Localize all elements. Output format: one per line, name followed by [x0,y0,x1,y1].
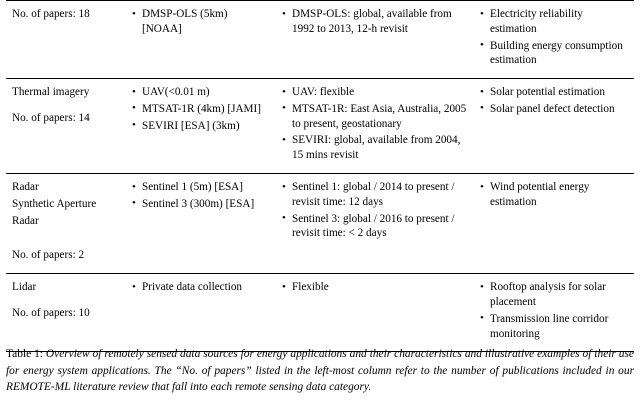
list-item: • Sentinel 1 (5m) [ESA] [132,180,270,195]
list-item: • Solar potential estimation [480,85,628,100]
list-item: • Electricity reliability estimation [480,7,628,37]
cell-data-source [6,174,126,274]
list-item: • Flexible [282,280,468,295]
source-line: No. of papers: 10 [12,306,90,319]
list-item: • SEVIRI [ESA] (3km) [132,119,270,134]
source-line: Synthetic Aperture [12,197,97,210]
characteristics-list [282,280,468,295]
sensor-list [132,7,270,37]
spacer [12,230,120,239]
applications-list [480,85,628,117]
list-item: • Sentinel 1: global / 2014 to present / revisit time: 12 days [282,180,468,210]
sensor-list [132,280,270,295]
cell-data-source [6,1,126,79]
applications-list [480,280,628,341]
spacer [12,297,120,306]
cell-data-source [6,274,126,352]
list-item: • MTSAT-1R (4km) [JAMI] [132,102,270,117]
list-item: • UAV: flexible [282,85,468,100]
applications-list [480,7,628,68]
cell-sensors [126,174,276,274]
table-caption [6,346,634,395]
source-line: Radar [12,181,39,194]
cell-applications [474,79,634,174]
characteristics-list [282,180,468,241]
table-row [6,1,634,79]
list-item: • DMSP-OLS: global, available from 1992 to 2013, 12-h revisit [282,7,468,37]
caption-text: Overview of remotely sensed data sources for energy applications and their characteristics and illustrative examples of their use for energy system applications. The “No. of papers” listed in the left-most column refer to the number of publications included in our REMOTE-ML literature review that fall into each remote sensing data category. [6,348,634,393]
cell-applications [474,274,634,352]
source-line: No. of papers: 14 [12,111,90,124]
source-line: No. of papers: 18 [12,8,90,20]
characteristics-list [282,85,468,163]
list-item: • MTSAT-1R: East Asia, Australia, 2005 to present, geostationary [282,102,468,132]
table-row [6,274,634,352]
cell-data-source [6,79,126,174]
cell-sensors [126,1,276,79]
sensor-list [132,180,270,212]
remote-sensing-data-table [6,0,634,352]
spacer [12,102,120,111]
list-item: • UAV(<0.01 m) [132,85,270,100]
source-line: Radar [12,214,39,227]
applications-list [480,180,628,210]
caption-label: Table 1: [6,348,43,361]
table-row [6,174,634,274]
sensor-list [132,85,270,133]
cell-characteristics [276,174,474,274]
spacer [12,239,120,248]
list-item: • Rooftop analysis for solar placement [480,280,628,310]
list-item: • SEVIRI: global, available from 2004, 15 mins revisit [282,133,468,163]
list-item: • Transmission line corridor monitoring [480,312,628,342]
cell-sensors [126,274,276,352]
list-item: • Private data collection [132,280,270,295]
cell-characteristics [276,274,474,352]
list-item: • Sentinel 3: global / 2016 to present / revisit time: < 2 days [282,212,468,242]
table-row [6,79,634,174]
cell-applications [474,1,634,79]
list-item: • Wind potential energy estimation [480,180,628,210]
source-line: Lidar [12,281,37,294]
cell-applications [474,174,634,274]
list-item: • DMSP-OLS (5km) [NOAA] [132,7,270,37]
source-line: Thermal imagery [12,86,90,99]
cell-sensors [126,79,276,174]
list-item: • Sentinel 3 (300m) [ESA] [132,197,270,212]
characteristics-list [282,7,468,37]
list-item: • Solar panel defect detection [480,102,628,117]
cell-characteristics [276,79,474,174]
cell-characteristics [276,1,474,79]
source-line: No. of papers: 2 [12,249,85,262]
list-item: • Building energy consumption estimation [480,39,628,69]
